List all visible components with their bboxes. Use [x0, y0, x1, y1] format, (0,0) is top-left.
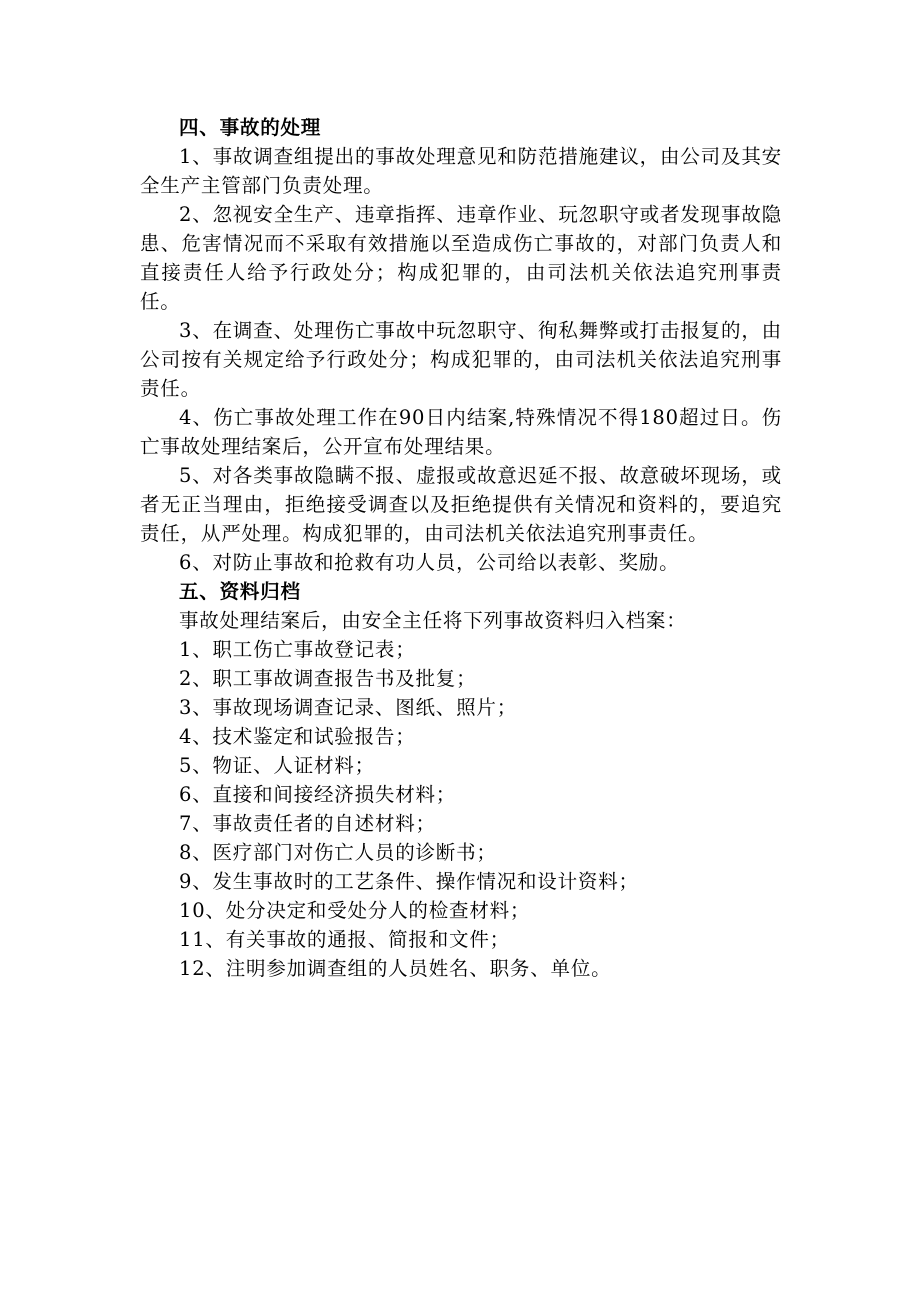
section-4-paragraph-1: 1、事故调查组提出的事故处理意见和防范措施建议，由公司及其安全生产主管部门负责处理。 [140, 145, 782, 197]
section-5-intro: 事故处理结案后，由安全主任将下列事故资料归入档案： [179, 609, 687, 632]
archive-list-item: 2、职工事故调查报告书及批复； [179, 667, 477, 690]
archive-list-item: 3、事故现场调查记录、图纸、照片； [179, 696, 518, 719]
section-4-heading: 四、事故的处理 [179, 116, 322, 139]
section-4-paragraph-5: 5、对各类事故隐瞒不报、虚报或故意迟延不报、故意破坏现场，或者无正当理由，拒绝接受调查以及拒绝提供有关情况和资料的，要追究责任，从严处理。构成犯罪的，由司法机关依法追究刑事责任。 [140, 464, 782, 545]
section-5-heading: 五、资料归档 [179, 580, 301, 603]
archive-list-item: 9、发生事故时的工艺条件、操作情况和设计资料； [179, 870, 639, 893]
section-4-paragraph-6: 6、对防止事故和抢救有功人员，公司给以表彰、奖励。 [179, 551, 680, 574]
archive-list-item: 10、处分决定和受处分人的检查材料； [179, 899, 531, 922]
archive-list-item: 5、物证、人证材料； [179, 754, 375, 777]
section-4-paragraph-3: 3、在调查、处理伤亡事故中玩忽职守、徇私舞弊或打击报复的，由公司按有关规定给予行政处分；构成犯罪的，由司法机关依法追究刑事责任。 [140, 319, 782, 400]
archive-list-item: 7、事故责任者的自述材料； [179, 812, 436, 835]
archive-list [140, 635, 782, 983]
archive-list-item: 8、医疗部门对伤亡人员的诊断书； [179, 841, 497, 864]
archive-list-item: 4、技术鉴定和试验报告； [179, 725, 416, 748]
archive-list-item: 12、注明参加调查组的人员姓名、职务、单位。 [179, 957, 612, 980]
archive-list-item: 11、有关事故的通报、简报和文件； [179, 928, 510, 951]
section-4-paragraph-2: 2、忽视安全生产、违章指挥、违章作业、玩忽职守或者发现事故隐患、危害情况而不采取有效措施以至造成伤亡事故的，对部门负责人和直接责任人给予行政处分；构成犯罪的，由司法机关依法追究刑事责任。 [140, 203, 782, 313]
section-4-paragraph-4: 4、伤亡事故处理工作在90日内结案,特殊情况不得180超过日。伤亡事故处理结案后，公开宣布处理结果。 [140, 406, 782, 458]
document-page [140, 113, 782, 983]
archive-list-item: 6、直接和间接经济损失材料； [179, 783, 457, 806]
archive-list-item: 1、职工伤亡事故登记表； [179, 638, 416, 661]
